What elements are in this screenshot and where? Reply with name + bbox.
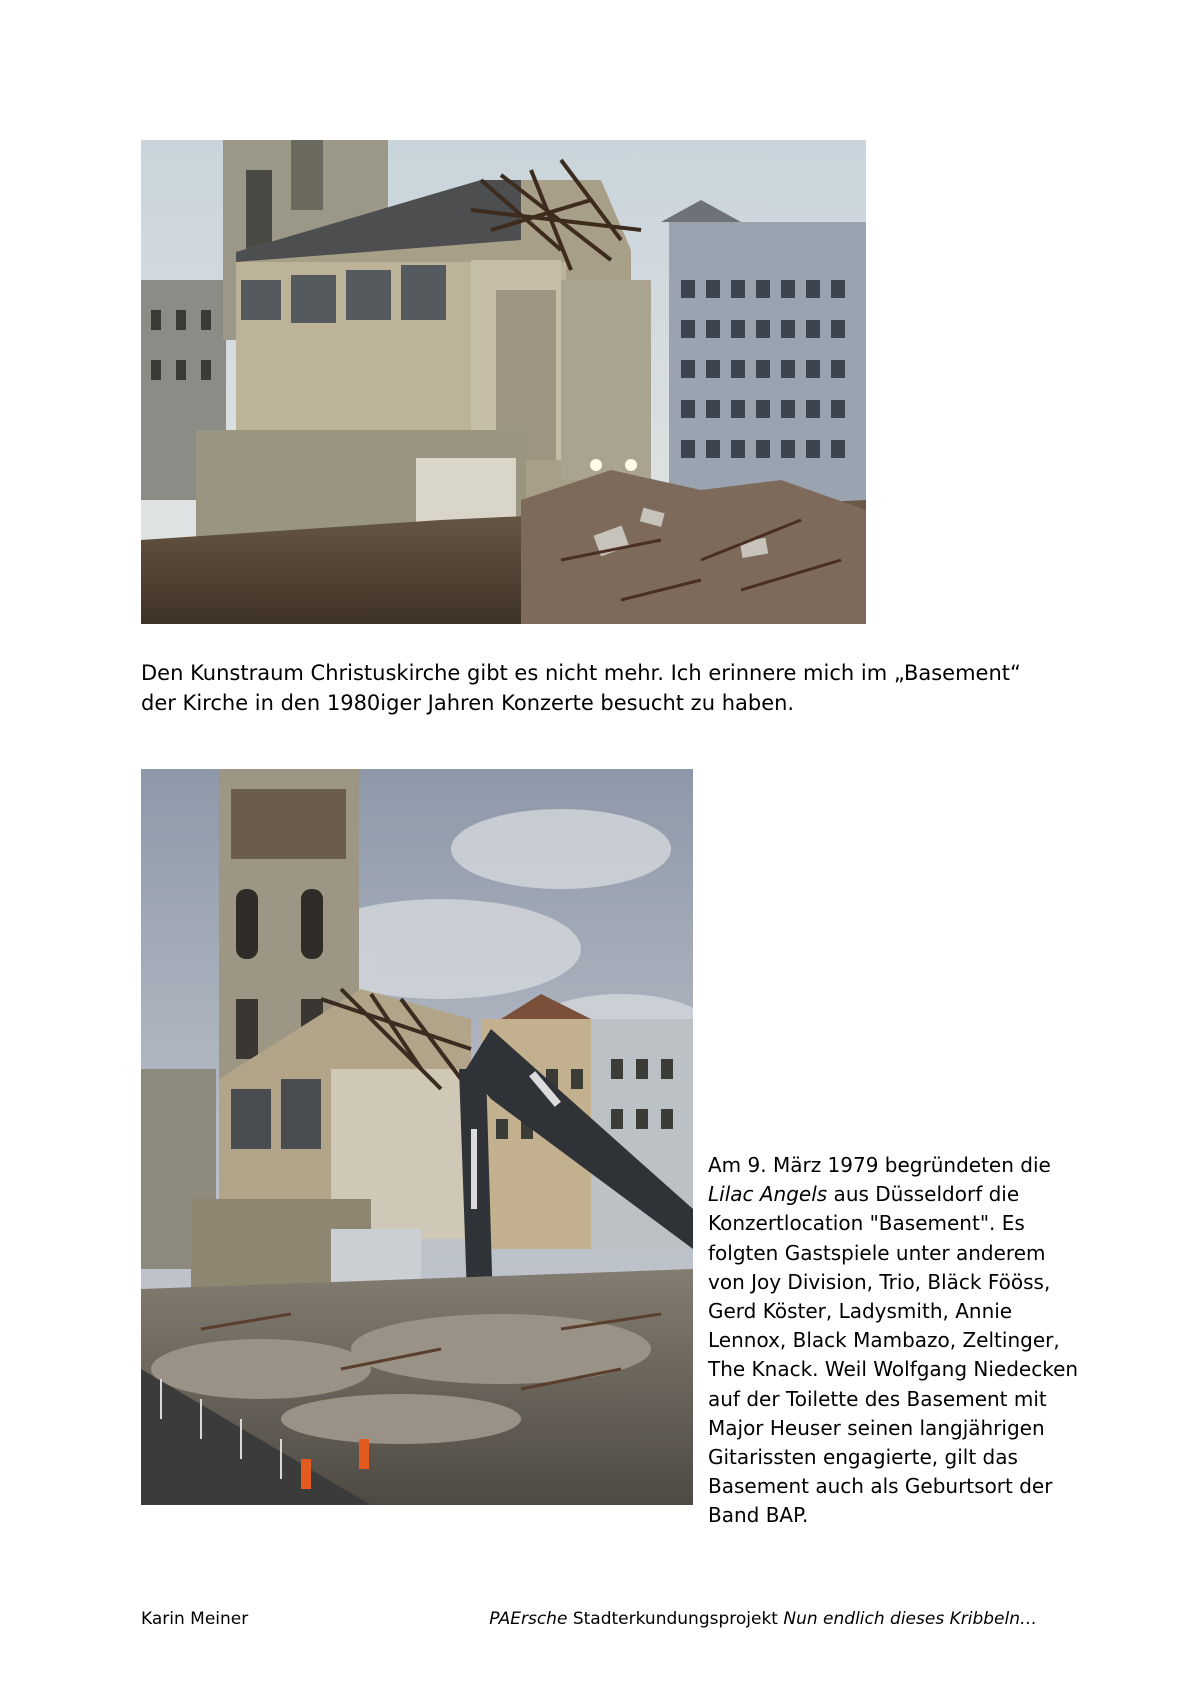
history-text-part1: Am 9. März 1979 begründeten die [708,1153,1051,1177]
footer-author: Karin Meiner [141,1609,249,1629]
basement-history-text [708,1151,1088,1531]
band-name-italic: Lilac Angels [708,1182,828,1207]
footer-project-prefix: PAErsche [489,1609,568,1629]
history-text-part2: aus Düsseldorf die Konzertlocation "Basement". Es folgten Gastspiele unter anderem von Joy Division, Trio, Bläck Fööss, Gerd Köster, Ladysmith, Annie Lennox, Black Mambazo, Zeltinger, The Knack. Weil Wolfgang Niedecken auf der Toilette des Basement mit Major Heuser seinen langjährigen Gitarissten engagierte, gilt das Basement auch als Geburtsort der Band BAP. [708,1182,1079,1528]
church-ruin-illustration [141,140,866,624]
footer-project [489,1608,1037,1630]
demolished-church-photo [141,140,866,624]
photo-caption: Den Kunstraum Christuskirche gibt es nicht mehr. Ich erinnere mich im „Basement“ der Kirche in den 1980iger Jahren Konzerte besucht zu haben. [141,661,1021,715]
church-tower-illustration [141,769,693,1505]
footer-project-middle: Stadterkundungsprojekt [567,1609,784,1629]
demolition-excavator-photo [141,769,693,1505]
footer-project-title: Nun endlich dieses Kribbeln… [783,1609,1037,1629]
basement-history-paragraph [708,1151,1088,1531]
